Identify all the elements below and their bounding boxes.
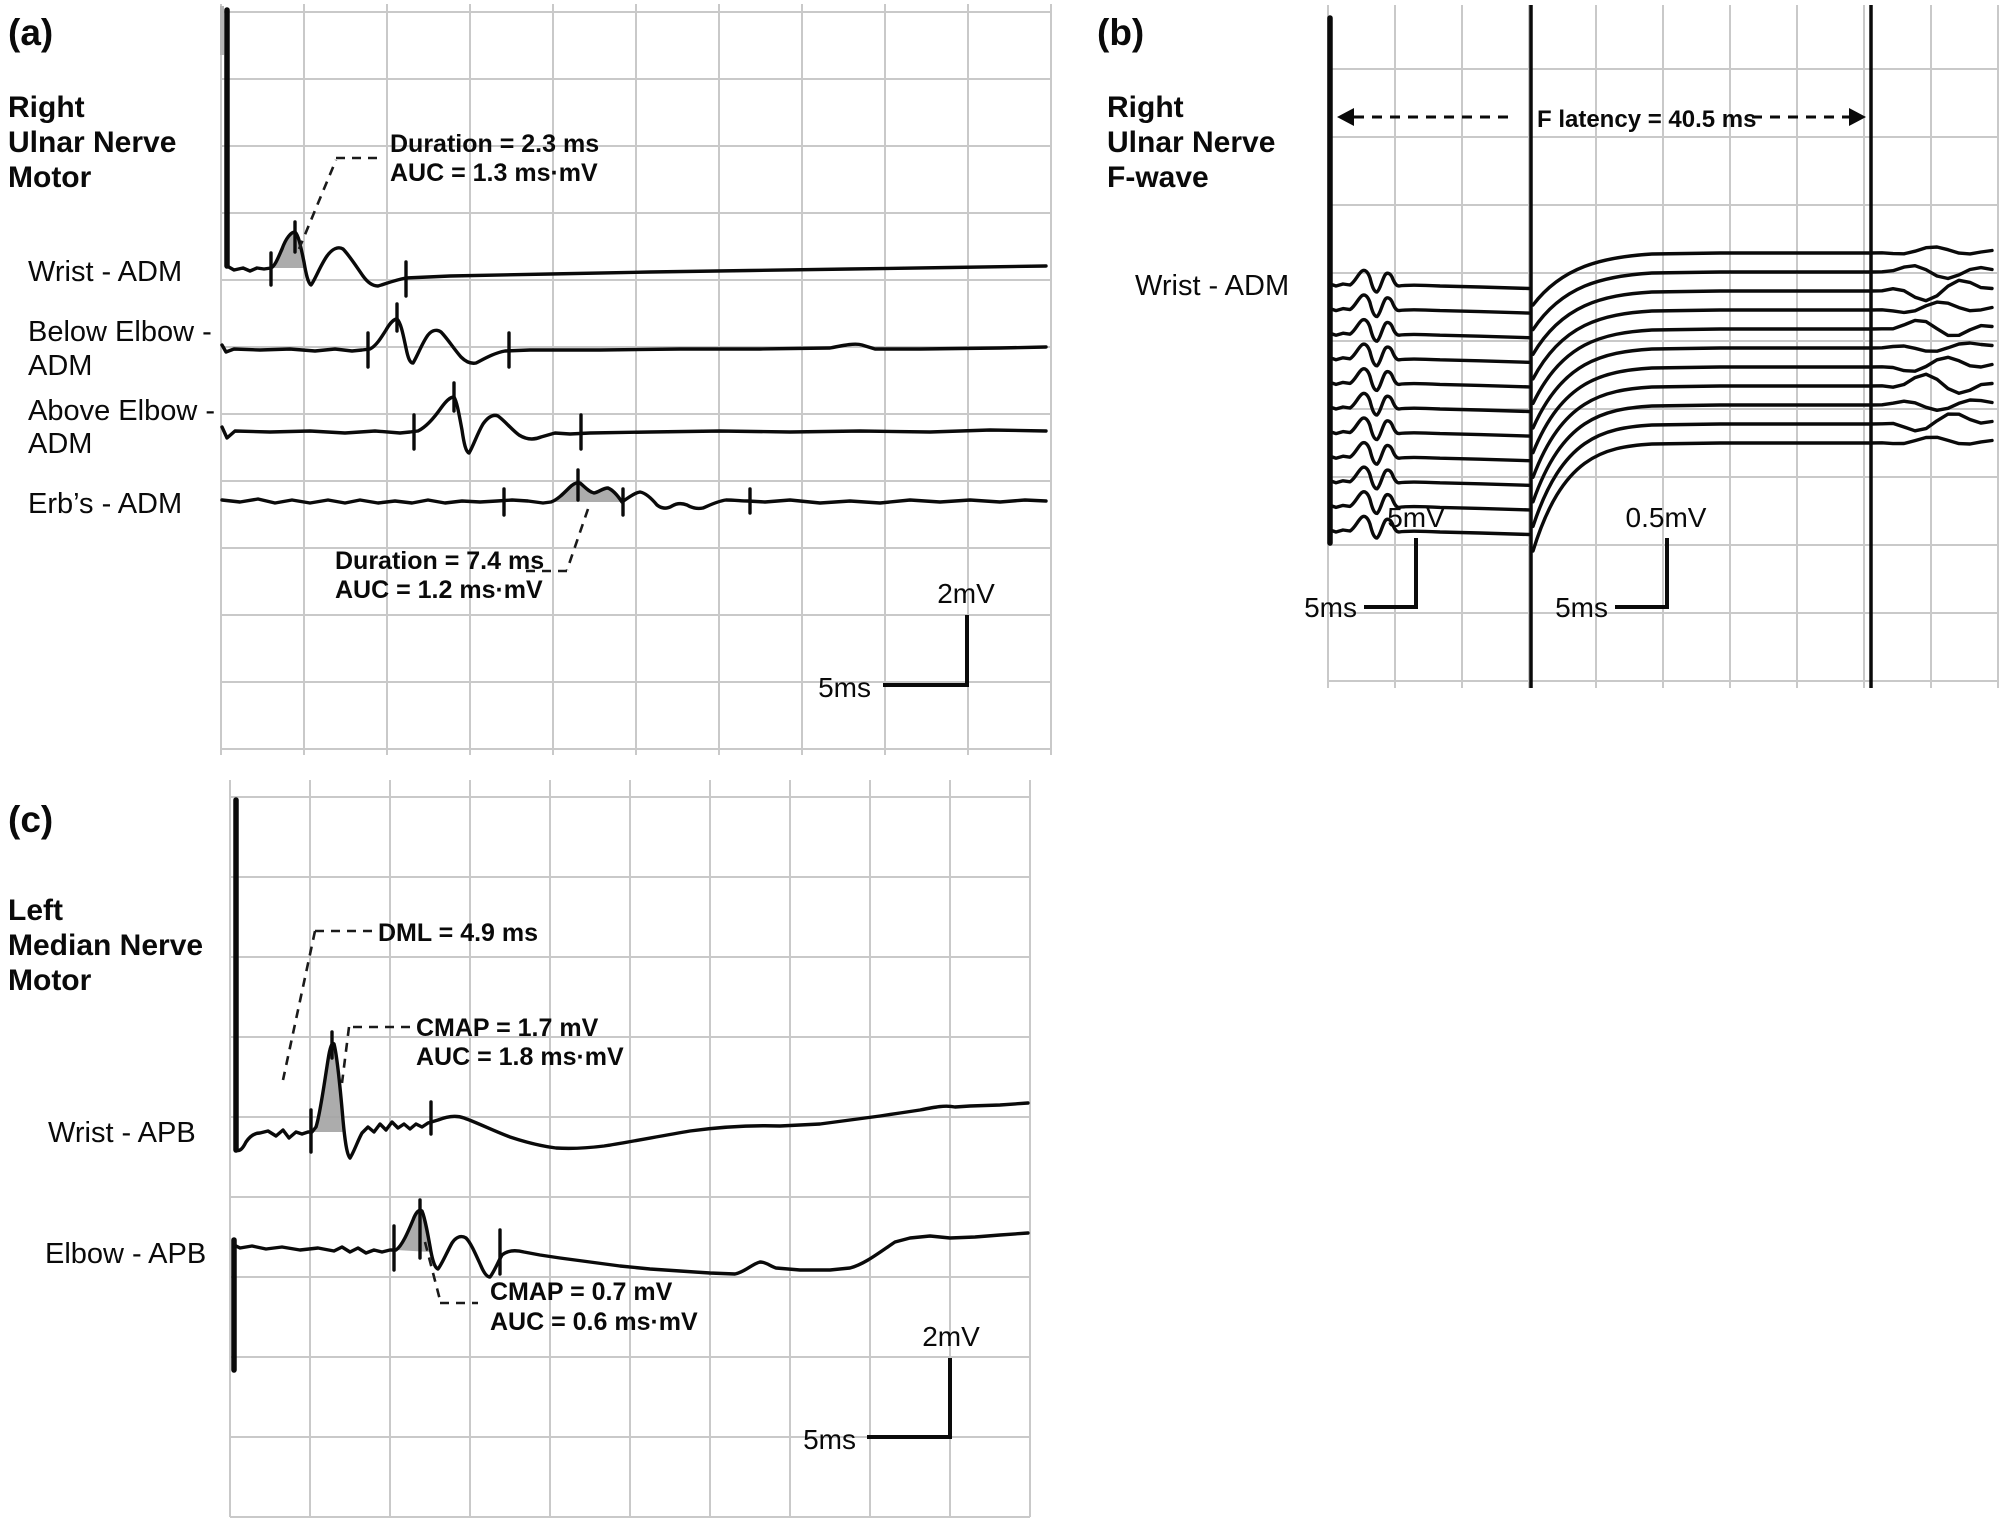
scalebar-a-time-label: 5ms	[818, 672, 871, 703]
trace-label-erbs-adm: Erb’s - ADM	[28, 488, 183, 520]
annotation-dml: DML = 4.9 ms	[378, 919, 539, 947]
panel-a-title-line3: Motor	[8, 161, 92, 194]
trace-above-elbow-adm	[222, 397, 1046, 453]
scalebar-b-left-amplitude-label: 5mV	[1387, 502, 1445, 533]
trace-label-below-elbow-line1: Below Elbow -	[28, 316, 212, 348]
f-latency-label: F latency = 40.5 ms	[1537, 106, 1757, 133]
panel-a-letter: (a)	[8, 12, 54, 53]
annotation-erbs-duration: Duration = 7.4 ms	[335, 547, 545, 575]
scalebar-c	[869, 1360, 950, 1437]
panel-a	[8, 4, 1051, 755]
panel-a-grid	[221, 4, 1051, 755]
panel-c	[8, 780, 1030, 1517]
trace-label-below-elbow-line2: ADM	[28, 350, 93, 382]
shade-erbs-cmap	[551, 483, 622, 502]
scalebar-b-right	[1617, 540, 1667, 607]
panel-b-title-line3: F-wave	[1107, 161, 1209, 194]
scalebar-a-amplitude-label: 2mV	[937, 578, 995, 609]
scalebar-b-left	[1366, 540, 1416, 607]
trace-wrist-apb	[236, 1044, 1028, 1158]
panel-c-letter: (c)	[8, 799, 54, 840]
annotation-elbow-auc: AUC = 0.6 ms·mV	[490, 1308, 698, 1336]
measurement-ticks-a	[271, 222, 750, 515]
annotation-wrist-auc: AUC = 1.3 ms·mV	[390, 159, 598, 187]
panel-a-title-line2: Ulnar Nerve	[8, 126, 177, 159]
scalebar-a	[885, 617, 967, 685]
trace-label-elbow-apb: Elbow - APB	[45, 1238, 207, 1270]
panel-a-title-line1: Right	[8, 91, 85, 124]
trace-label-fwave-wrist-adm: Wrist - ADM	[1135, 270, 1290, 302]
panel-b-title-line1: Right	[1107, 91, 1184, 124]
annotation-wrist-cmap: CMAP = 1.7 mV	[416, 1014, 599, 1042]
trace-below-elbow-adm	[222, 319, 1046, 363]
arrowhead-left-icon	[1337, 108, 1354, 126]
f-wave-sweep	[1330, 437, 1992, 551]
annotation-wrist-duration: Duration = 2.3 ms	[390, 130, 600, 158]
trace-erbs-adm	[222, 483, 1046, 509]
f-wave-sweep	[1330, 280, 1992, 354]
f-wave-sweep	[1330, 400, 1992, 502]
scalebar-b-right-time-label: 5ms	[1555, 592, 1608, 623]
annotation-wrist-auc: AUC = 1.8 ms·mV	[416, 1043, 624, 1071]
scalebar-c-amplitude-label: 2mV	[922, 1321, 980, 1352]
annotation-elbow-cmap: CMAP = 0.7 mV	[490, 1278, 673, 1306]
panel-b-letter: (b)	[1097, 12, 1145, 53]
panel-b	[1097, 5, 1998, 688]
panel-b-title-line2: Ulnar Nerve	[1107, 126, 1276, 159]
scalebar-b-right-amplitude-label: 0.5mV	[1625, 502, 1707, 533]
trace-label-above-elbow-line2: ADM	[28, 428, 93, 460]
f-wave-sweep	[1330, 266, 1992, 330]
leader-wrist-cmap	[342, 1027, 410, 1083]
panel-c-title-line1: Left	[8, 894, 63, 927]
trace-label-wrist-apb: Wrist - APB	[48, 1117, 196, 1149]
scalebar-b-left-time-label: 5ms	[1304, 592, 1357, 623]
annotation-erbs-auc: AUC = 1.2 ms·mV	[335, 576, 543, 604]
f-wave-sweep	[1330, 247, 1992, 305]
trace-label-wrist-adm: Wrist - ADM	[28, 256, 183, 288]
panel-c-grid	[230, 780, 1030, 1517]
panel-c-title-line2: Median Nerve	[8, 929, 204, 962]
f-wave-sweep	[1330, 320, 1992, 403]
leader-wrist-duration	[299, 158, 383, 249]
scalebar-c-time-label: 5ms	[803, 1424, 856, 1455]
trace-label-above-elbow-line1: Above Elbow -	[28, 395, 215, 427]
panel-c-title-line3: Motor	[8, 964, 92, 997]
